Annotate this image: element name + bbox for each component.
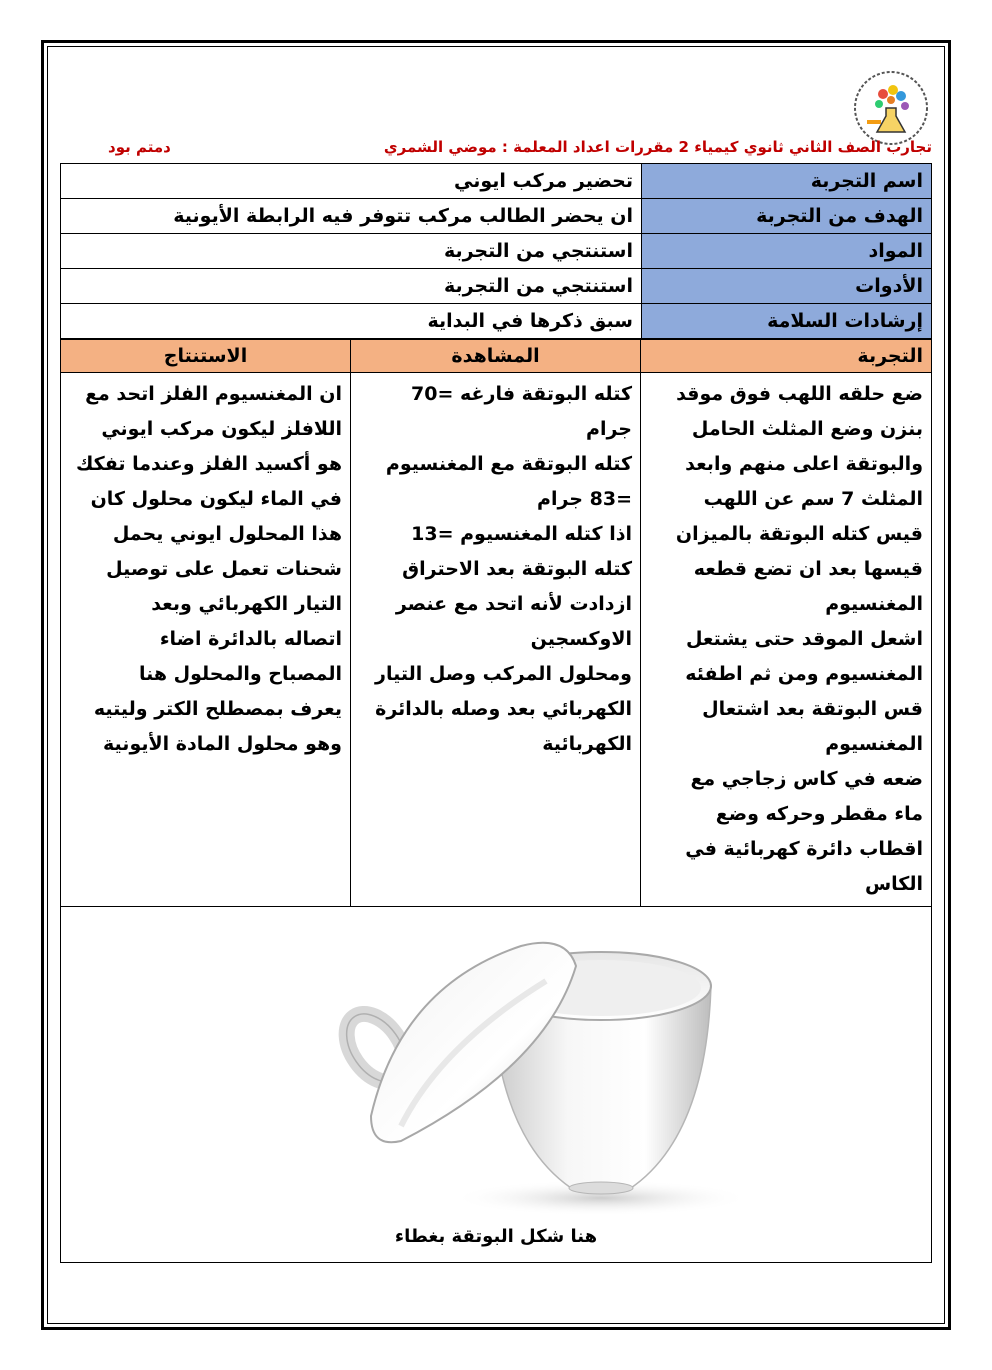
observation-line: ومحلول المركب وصل التيار (375, 663, 632, 685)
header-watermark: دمتم بود (108, 138, 171, 156)
experiment-line: المغنسيوم ومن ثم اطفئه (685, 663, 923, 685)
info-row (61, 164, 932, 199)
conclusion-line: وهو محلول المادة الأيونية (103, 733, 342, 755)
info-value: تحضير مركب ايوني (61, 164, 642, 199)
info-row (61, 269, 932, 304)
crucible-image-cell (60, 896, 932, 1263)
conclusion-line: ان المغنسيوم الفلز اتحد مع (85, 383, 342, 405)
conclusion-line: هو أكسيد الفلز وعندما تفكك (75, 453, 342, 475)
conclusion-line: يعرف بمصطلح الكتر وليتيه (93, 698, 342, 720)
experiment-line: والبوتقة اعلى منهم وابعد (685, 453, 923, 475)
experiment-line: المثلث 7 سم عن اللهب (703, 488, 923, 510)
page-header (60, 134, 932, 162)
experiment-line: اقطاب دائرة كهربائية في (685, 838, 923, 860)
info-value: ان يحضر الطالب مركب تتوفر فيه الرابطة الأيونية (61, 199, 642, 234)
observation-line: =83 جرام (537, 488, 632, 510)
info-label: الأدوات (642, 269, 932, 304)
experiment-line: المغنسيوم (825, 733, 923, 755)
experiment-sheet (60, 163, 932, 907)
info-row (61, 304, 932, 339)
col-header-experiment: التجربة (641, 340, 932, 373)
crucible-with-lid-image (331, 926, 791, 1226)
experiment-line: بنزن وضع المثلث الحامل (691, 418, 923, 440)
info-value: سبق ذكرها في البداية (61, 304, 642, 339)
col-header-conclusion: الاستنتاج (61, 340, 351, 373)
experiment-line: قيس كتله البوتقة بالميزان (675, 523, 923, 545)
conclusion-line: شحنات تعمل على توصيل (106, 558, 342, 580)
conclusion-line: هذا المحلول ايوني يحمل (112, 523, 342, 545)
info-table (60, 163, 932, 339)
col-header-observation: المشاهدة (351, 340, 641, 373)
observation-cell (351, 373, 641, 907)
info-row (61, 199, 932, 234)
experiment-line: قيسها بعد ان تضع قطعه (693, 558, 923, 580)
conclusion-line: المصباح والمحلول هنا (138, 663, 342, 685)
observation-line: اذا كتله المغنسيوم =13 (411, 523, 632, 545)
experiment-line: المغنسيوم (825, 593, 923, 615)
info-value: استنتجي من التجربة (61, 269, 642, 304)
experiment-table (60, 339, 932, 907)
experiment-body-row (61, 373, 932, 907)
conclusion-line: في الماء ليكون محلول كان (90, 488, 342, 510)
experiment-line: ضعه في كاس زجاجي مع (690, 768, 923, 790)
info-label: إرشادات السلامة (642, 304, 932, 339)
observation-line: الكهربائية (542, 733, 632, 755)
info-label: المواد (642, 234, 932, 269)
experiment-line: ضع حلقه اللهب فوق موقد (676, 383, 923, 405)
experiment-header-row (61, 340, 932, 373)
header-title: تجارب الصف الثاني ثانوي كيمياء 2 مقررات اعداد المعلمة : موضي الشمري (383, 138, 932, 156)
observation-line: كتله البوتقة فارغه =70 (411, 383, 632, 405)
observation-line: الكهربائي بعد وصله بالدائرة (375, 698, 632, 720)
conclusion-line: اتصاله بالدائرة اضاء (159, 628, 342, 650)
info-label: اسم التجربة (642, 164, 932, 199)
info-row (61, 234, 932, 269)
info-label: الهدف من التجربة (642, 199, 932, 234)
experiment-line: ماء مقطر وحركه وضع (715, 803, 923, 825)
observation-line: الاوكسجين (530, 628, 632, 650)
conclusion-line: التيار الكهربائي وبعد (151, 593, 342, 615)
conclusion-line: اللافلز ليكون مركب ايوني (101, 418, 342, 440)
image-caption: هنا شكل البوتقة بغطاء (394, 1226, 598, 1247)
experiment-line: قس البوتقة بعد اشتعال (702, 698, 923, 720)
observation-line: جرام (586, 418, 632, 440)
observation-line: كتله البوتقة بعد الاحتراق (402, 558, 632, 580)
observation-line: كتله البوتقة مع المغنسيوم (385, 453, 632, 475)
observation-line: ازدادت لأنه اتحد مع عنصر (395, 593, 632, 615)
conclusion-cell (61, 373, 351, 907)
experiment-line: اشعل الموقد حتى يشتعل (685, 628, 923, 650)
experiment-steps-cell (641, 373, 932, 907)
info-value: استنتجي من التجربة (61, 234, 642, 269)
experiment-line: الكاس (864, 873, 923, 895)
